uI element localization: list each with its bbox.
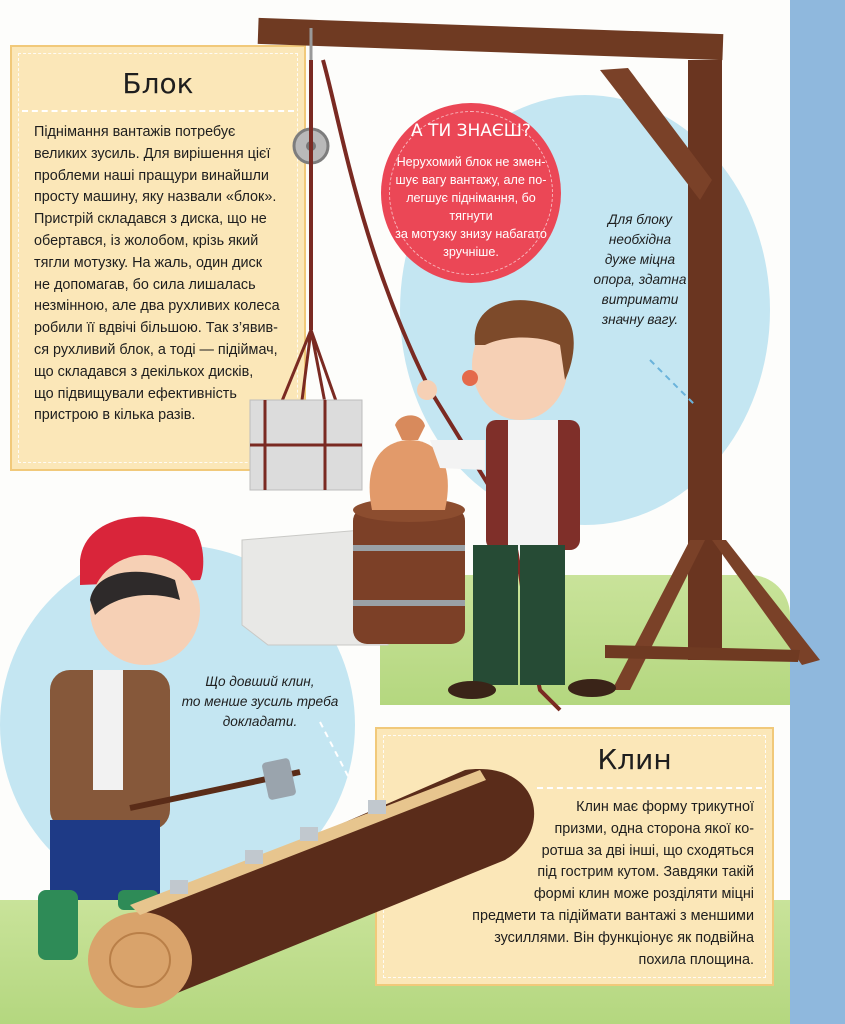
text-line: що складався з декількох дисків, bbox=[34, 363, 254, 380]
text-line: за мотузку знизу набагато bbox=[395, 227, 547, 241]
text-line: призми, одна сторона якої ко- bbox=[554, 820, 754, 837]
text-line: предмети та підіймати вантажі з меншими bbox=[472, 907, 754, 924]
klyn-title: Клин bbox=[597, 743, 672, 776]
caption-line: значну вагу. bbox=[601, 312, 679, 327]
stone-block-icon bbox=[250, 400, 362, 490]
caption-line: Що довший клин, bbox=[205, 674, 315, 689]
text-line: незмінною, але два рухливих колеса bbox=[34, 298, 280, 315]
text-line: робили її вдвічі більшою. Так з’явив- bbox=[34, 320, 278, 337]
text-line: зручніше. bbox=[443, 245, 499, 259]
caption-line: витримати bbox=[601, 292, 679, 307]
text-line: шує вагу вантажу, але по- bbox=[395, 173, 547, 187]
caption-line: необхідна bbox=[608, 232, 672, 247]
text-line: ротша за дві інші, що сходяться bbox=[541, 842, 754, 859]
support-caption bbox=[585, 210, 695, 330]
fact-title: А ТИ ЗНАЄШ? bbox=[411, 121, 531, 141]
blok-title: Блок bbox=[122, 67, 194, 100]
wedge-caption bbox=[170, 672, 350, 732]
text-line: похила площина. bbox=[638, 951, 754, 968]
sack-icon bbox=[370, 415, 448, 510]
text-line: проблеми наші пращури винайшли bbox=[34, 167, 269, 184]
text-line: що підвищували ефективність bbox=[34, 385, 237, 402]
caption-line: докладати. bbox=[222, 714, 298, 729]
caption-line: опора, здатна bbox=[593, 272, 687, 287]
text-line: пристрою в кілька разів. bbox=[34, 407, 196, 424]
text-line: Пристрій складався з диска, що не bbox=[34, 211, 267, 228]
text-line: обертався, із жолобом, крізь який bbox=[34, 232, 259, 249]
text-line: формі клин може розділяти міцні bbox=[533, 886, 754, 903]
caption-line: Для блоку bbox=[607, 212, 673, 227]
fact-circle bbox=[381, 103, 561, 283]
text-line: тягли мотузку. На жаль, один диск bbox=[34, 254, 262, 271]
barrel-icon bbox=[353, 498, 465, 644]
caption-line: дуже міцна bbox=[604, 252, 676, 267]
text-line: під гострим кутом. Завдяки такій bbox=[537, 864, 754, 881]
text-line: Піднімання вантажів потребує bbox=[34, 124, 236, 140]
text-line: ся рухливий блок, а тоді — підіймач, bbox=[34, 341, 278, 358]
caption-line: то менше зусиль треба bbox=[181, 694, 339, 709]
text-line: легшує піднімання, бо тягнути bbox=[406, 191, 536, 223]
text-line: зусиллями. Він функціонує як подвійна bbox=[494, 929, 754, 946]
text-line: Клин має форму трикутної bbox=[576, 799, 754, 815]
text-line: просту машину, яку назвали «блок». bbox=[34, 189, 277, 206]
fact-text bbox=[395, 153, 547, 261]
text-line: не допомагав, бо сила лишалась bbox=[34, 276, 256, 293]
text-line: Нерухомий блок не змен- bbox=[396, 155, 546, 169]
text-line: великих зусиль. Для вирішення цієї bbox=[34, 145, 271, 162]
